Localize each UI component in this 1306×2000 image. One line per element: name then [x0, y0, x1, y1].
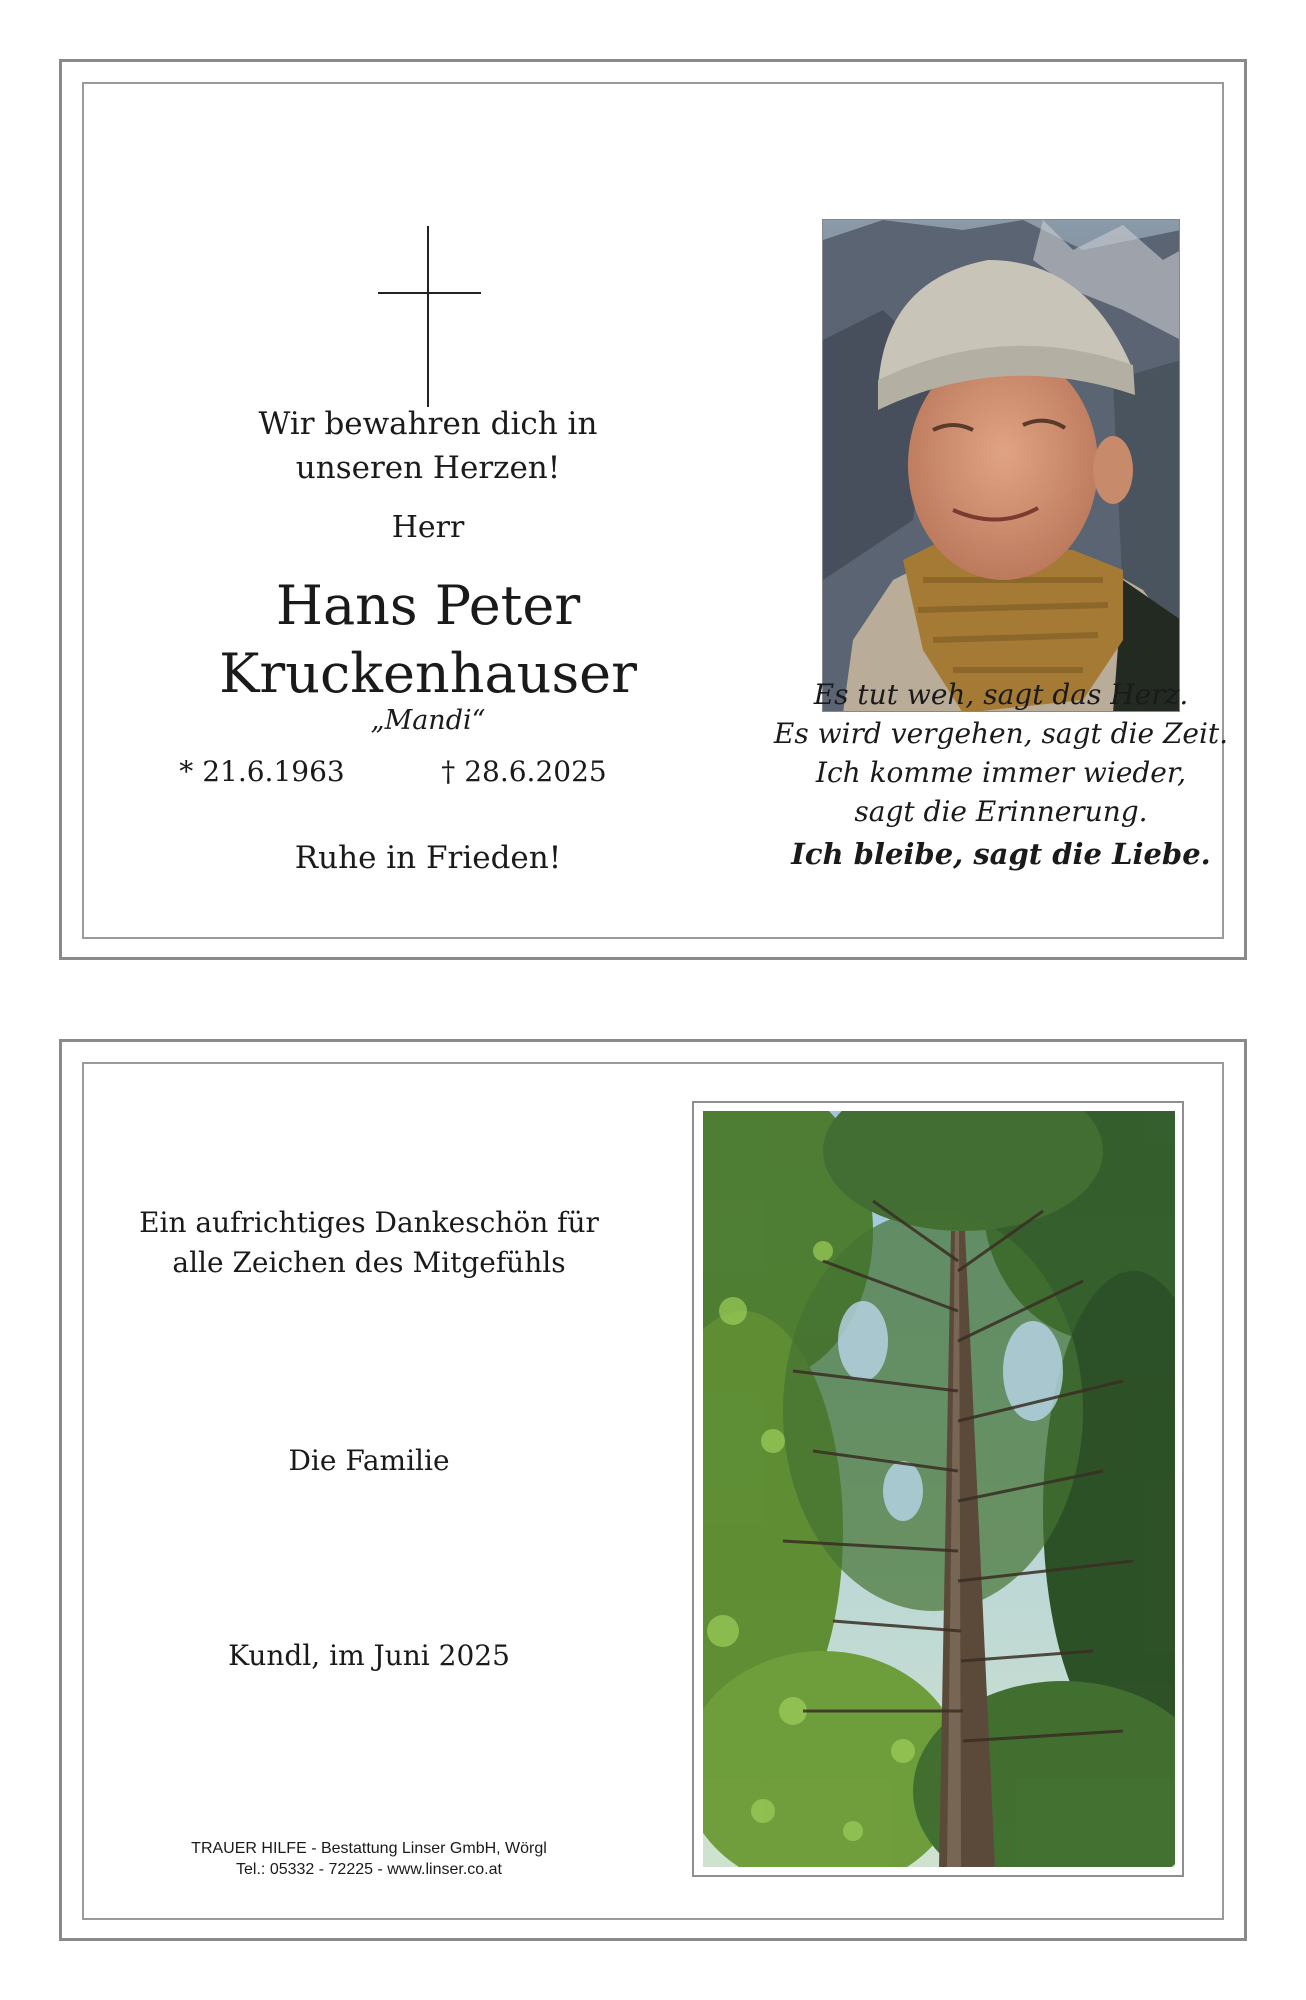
family-signature: Die Familie — [288, 1444, 450, 1477]
poem-line-2: Es wird vergehen, sagt die Zeit. — [773, 717, 1229, 750]
first-names: Hans Peter — [275, 574, 581, 637]
thanks-line-2: alle Zeichen des Mitgefühls — [172, 1246, 566, 1279]
place-date: Kundl, im Juni 2025 — [228, 1639, 510, 1672]
tree-photo-frame — [692, 1101, 1184, 1877]
thanks-text — [109, 1203, 629, 1283]
funeral-home-footer — [109, 1838, 629, 1880]
poem-line-5: Ich bleibe, sagt die Liebe. — [791, 837, 1211, 871]
poem — [742, 675, 1260, 874]
surname: Kruckenhauser — [219, 642, 637, 705]
deceased-name — [172, 572, 684, 708]
closing-text: Ruhe in Frieden! — [294, 840, 562, 876]
death-date: † 28.6.2025 — [441, 755, 607, 788]
greeting-line-1: Wir bewahren dich in — [258, 406, 598, 442]
tree-photo — [703, 1111, 1175, 1867]
front-card — [59, 59, 1247, 960]
poem-line-1: Es tut weh, sagt das Herz. — [813, 678, 1189, 711]
footer-line-1: TRAUER HILFE - Bestattung Linser GmbH, Wörgl — [191, 1840, 547, 1857]
greeting-line-2: unseren Herzen! — [295, 450, 561, 486]
birth-date: * 21.6.1963 — [179, 755, 345, 788]
poem-line-4: sagt die Erinnerung. — [854, 795, 1148, 828]
greeting — [172, 402, 684, 490]
footer-line-2: Tel.: 05332 - 72225 - www.linser.co.at — [236, 1861, 502, 1878]
poem-line-3: Ich komme immer wieder, — [815, 756, 1187, 789]
nickname: „Mandi“ — [370, 705, 486, 736]
thanks-line-1: Ein aufrichtiges Dankeschön für — [139, 1206, 599, 1239]
portrait-photo — [822, 219, 1180, 712]
salutation: Herr — [391, 510, 465, 545]
